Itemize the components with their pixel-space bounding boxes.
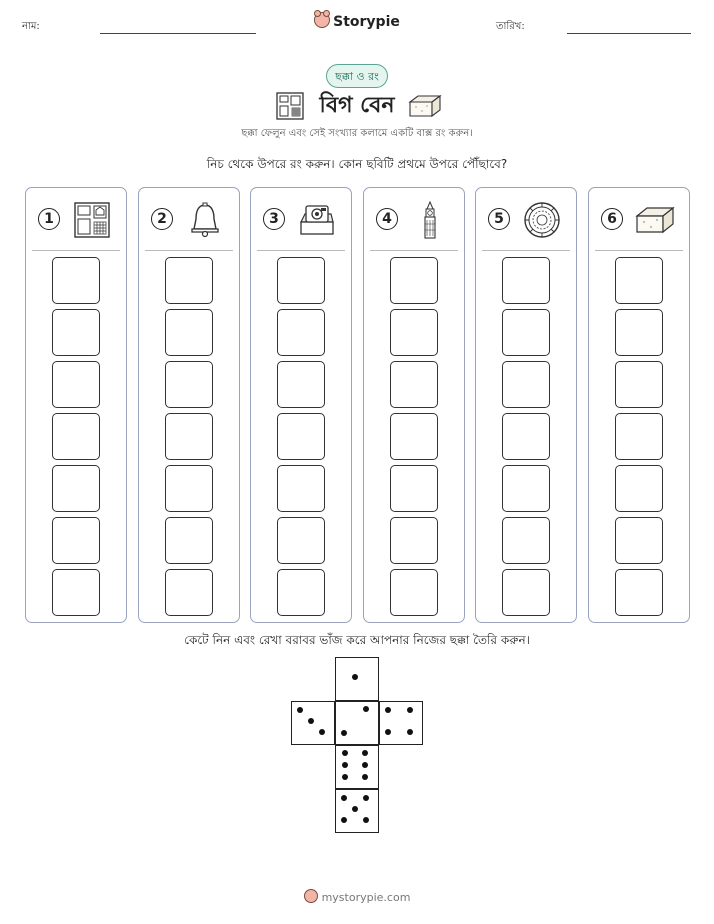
color-box[interactable] [165,257,213,304]
subtitle: ছক্কা ফেলুন এবং সেই সংখ্যার কলামে একটি বাক্স রং করুন। [241,128,473,139]
color-box[interactable] [615,413,663,460]
activity-badge: ছক্কা ও রং [326,64,388,88]
bear-logo-icon [304,889,318,903]
dice-face-center [335,701,379,745]
pip [363,795,369,801]
clock-face-icon [522,200,562,240]
color-box[interactable] [502,517,550,564]
color-box[interactable] [615,569,663,616]
column-divider [482,250,570,251]
color-box[interactable] [52,257,100,304]
pip [341,817,347,823]
color-box[interactable] [502,569,550,616]
color-box[interactable] [52,465,100,512]
pip [363,706,369,712]
pip [362,774,368,780]
pip [342,762,348,768]
column-4 [363,187,465,623]
column-header [26,188,126,250]
pip [341,795,347,801]
column-header [139,188,239,250]
name-line [100,33,256,34]
color-box[interactable] [502,309,550,356]
instruction-text: নিচ থেকে উপরে রং করুন। কোন ছবিটি প্রথমে উপরে পৌঁছাবে? [206,157,508,171]
dice-face-bottom [335,789,379,833]
date-label: তারিখ: [496,21,525,32]
color-box[interactable] [52,413,100,460]
color-box[interactable] [277,309,325,356]
column-header [251,188,351,250]
dice-face-right [379,701,423,745]
color-box[interactable] [390,569,438,616]
column-6 [588,187,690,623]
pip [363,817,369,823]
pip [362,762,368,768]
pip [352,806,358,812]
stone-block-icon [635,200,675,240]
color-box[interactable] [615,361,663,408]
color-box[interactable] [615,309,663,356]
column-3 [250,187,352,623]
color-box[interactable] [277,413,325,460]
color-box[interactable] [277,257,325,304]
bear-logo-icon [314,12,330,28]
brand-name: Storypie [333,14,400,30]
map-icon [72,200,112,240]
color-box[interactable] [615,465,663,512]
pip [342,774,348,780]
pip [342,750,348,756]
color-box[interactable] [277,465,325,512]
column-number: 5 [488,208,510,230]
page-title: বিগ বেন [319,93,395,118]
pip [319,729,325,735]
color-box[interactable] [165,413,213,460]
dice-face-top [335,657,379,701]
color-box[interactable] [502,465,550,512]
column-number: 2 [151,208,173,230]
color-box[interactable] [52,517,100,564]
color-box[interactable] [390,309,438,356]
footer [0,889,714,904]
footer-url: mystorypie.com [321,891,411,904]
dice-face-lower [335,745,379,789]
column-divider [370,250,458,251]
brand-logo [0,12,714,30]
pip [308,718,314,724]
pip [352,674,358,680]
color-box[interactable] [502,361,550,408]
dice-face-left [291,701,335,745]
color-box[interactable] [390,465,438,512]
color-box[interactable] [52,361,100,408]
column-divider [257,250,345,251]
pip [407,707,413,713]
column-1 [25,187,127,623]
color-box[interactable] [615,517,663,564]
name-label: নাম: [22,21,40,32]
cut-instruction: কেটে নিন এবং রেখা বরাবর ভাঁজ করে আপনার নিজের ছক্কা তৈরি করুন। [184,633,530,647]
color-box[interactable] [277,361,325,408]
column-divider [145,250,233,251]
pip [385,729,391,735]
column-5 [475,187,577,623]
color-box[interactable] [165,309,213,356]
color-box[interactable] [390,257,438,304]
color-box[interactable] [502,257,550,304]
pip [297,707,303,713]
column-divider [595,250,683,251]
pip [385,707,391,713]
column-header [476,188,576,250]
color-box[interactable] [52,569,100,616]
stone-block-icon [408,92,442,118]
column-header [364,188,464,250]
column-number: 4 [376,208,398,230]
date-line [567,33,691,34]
color-box[interactable] [165,569,213,616]
color-box[interactable] [390,361,438,408]
column-header [589,188,689,250]
color-box[interactable] [615,257,663,304]
column-2 [138,187,240,623]
pip [407,729,413,735]
pip [362,750,368,756]
column-number: 1 [38,208,60,230]
color-box[interactable] [165,517,213,564]
pip [341,730,347,736]
column-divider [32,250,120,251]
color-box[interactable] [52,309,100,356]
color-box[interactable] [390,517,438,564]
map-icon [276,92,304,120]
column-number: 6 [601,208,623,230]
color-box[interactable] [502,413,550,460]
color-box[interactable] [165,361,213,408]
clock-tower-icon [410,200,450,240]
camera-icon [297,200,337,240]
color-box[interactable] [277,569,325,616]
column-number: 3 [263,208,285,230]
color-box[interactable] [390,413,438,460]
color-box[interactable] [277,517,325,564]
color-box[interactable] [165,465,213,512]
bell-icon [185,200,225,240]
